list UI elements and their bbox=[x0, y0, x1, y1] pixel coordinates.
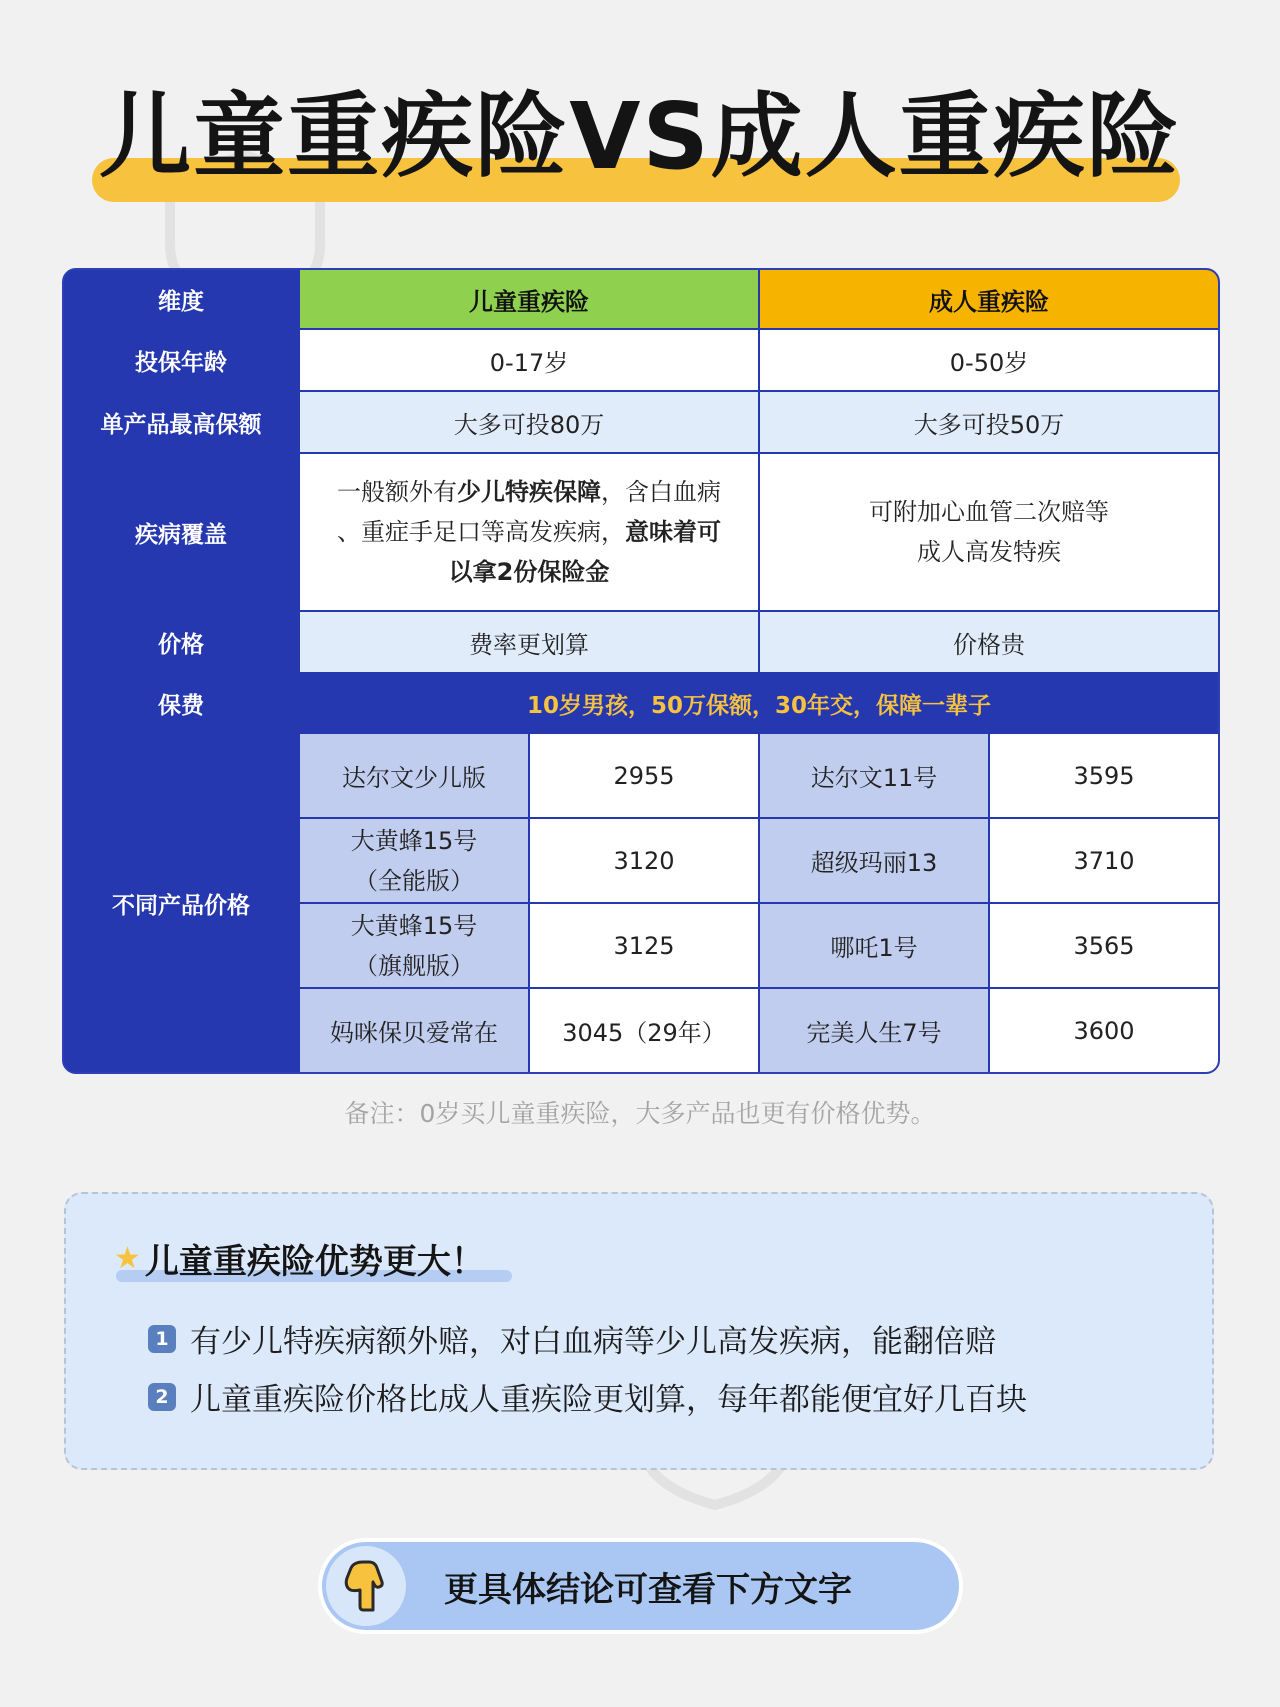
adult-product-name: 超级玛丽13 bbox=[760, 819, 988, 902]
read-more-button[interactable] bbox=[318, 1538, 963, 1634]
row-label-age: 投保年龄 bbox=[64, 330, 298, 390]
adult-product-price: 3595 bbox=[990, 734, 1218, 817]
header-dimension: 维度 bbox=[64, 270, 298, 328]
child-disease-text bbox=[337, 472, 721, 592]
product-name-line: 大黄蜂15号 bbox=[350, 826, 478, 855]
disease-text-part: ，含白血病 bbox=[601, 478, 721, 506]
header-adult: 成人重疾险 bbox=[760, 270, 1218, 328]
comparison-table bbox=[62, 268, 1220, 1074]
adult-disease-line: 成人高发特疾 bbox=[917, 538, 1061, 566]
star-icon: ★ bbox=[114, 1240, 141, 1276]
child-price-level: 费率更划算 bbox=[300, 612, 758, 672]
disease-text-bold: 以拿2份保险金 bbox=[448, 558, 610, 586]
child-product-name: 达尔文少儿版 bbox=[300, 734, 528, 817]
advantages-title bbox=[114, 1238, 485, 1282]
child-product-price: 2955 bbox=[530, 734, 758, 817]
row-label-premium: 保费 bbox=[64, 674, 298, 732]
number-badge-icon: 2 bbox=[148, 1383, 176, 1411]
disease-text-part: 一般额外有 bbox=[337, 478, 457, 506]
advantages-box bbox=[64, 1192, 1214, 1470]
row-label-disease: 疾病覆盖 bbox=[64, 454, 298, 610]
disease-text-bold: 少儿特疾保障 bbox=[457, 478, 601, 506]
child-disease bbox=[300, 454, 758, 610]
child-product-price: 3125 bbox=[530, 904, 758, 987]
adult-price-level: 价格贵 bbox=[760, 612, 1218, 672]
page-title: 儿童重疾险VS成人重疾险 bbox=[99, 83, 1181, 190]
footnote: 备注：0岁买儿童重疾险，大多产品也更有价格优势。 bbox=[344, 1099, 936, 1128]
advantage-item bbox=[148, 1316, 996, 1361]
adult-disease-line: 可附加心血管二次赔等 bbox=[869, 498, 1109, 526]
pointing-down-hand-icon bbox=[326, 1546, 406, 1626]
adult-product-name: 达尔文11号 bbox=[760, 734, 988, 817]
child-age: 0-17岁 bbox=[300, 330, 758, 390]
child-coverage: 大多可投80万 bbox=[300, 392, 758, 452]
adult-product-name: 完美人生7号 bbox=[760, 989, 988, 1072]
child-product-name bbox=[300, 819, 528, 902]
row-label-coverage: 单产品最高保额 bbox=[64, 392, 298, 452]
advantage-text: 儿童重疾险价格比成人重疾险更划算，每年都能便宜好几百块 bbox=[190, 1382, 1027, 1418]
product-name-line: （旗舰版） bbox=[354, 951, 474, 980]
title-block bbox=[0, 70, 1280, 220]
child-product-name bbox=[300, 904, 528, 987]
advantage-item bbox=[148, 1374, 1027, 1419]
disease-text-bold: 意味着可 bbox=[625, 518, 721, 546]
row-label-products: 不同产品价格 bbox=[64, 734, 298, 1072]
child-product-price: 3120 bbox=[530, 819, 758, 902]
disease-text-part: 、重症手足口等高发疾病， bbox=[337, 518, 625, 546]
read-more-text: 更具体结论可查看下方文字 bbox=[444, 1569, 852, 1610]
adult-disease bbox=[760, 454, 1218, 610]
child-product-name: 妈咪保贝爱常在 bbox=[300, 989, 528, 1072]
advantages-title-text: 儿童重疾险优势更大！ bbox=[144, 1241, 485, 1282]
adult-product-price: 3565 bbox=[990, 904, 1218, 987]
premium-condition: 10岁男孩，50万保额，30年交，保障一辈子 bbox=[300, 674, 1218, 732]
child-product-price: 3045（29年） bbox=[530, 989, 758, 1072]
adult-age: 0-50岁 bbox=[760, 330, 1218, 390]
number-badge-icon: 1 bbox=[148, 1325, 176, 1353]
adult-product-price: 3710 bbox=[990, 819, 1218, 902]
product-name-line: 大黄蜂15号 bbox=[350, 911, 478, 940]
adult-coverage: 大多可投50万 bbox=[760, 392, 1218, 452]
row-label-price: 价格 bbox=[64, 612, 298, 672]
advantage-text: 有少儿特疾病额外赔，对白血病等少儿高发疾病，能翻倍赔 bbox=[190, 1324, 996, 1360]
product-name-line: （全能版） bbox=[354, 866, 474, 895]
adult-product-price: 3600 bbox=[990, 989, 1218, 1072]
adult-product-name: 哪吒1号 bbox=[760, 904, 988, 987]
header-child: 儿童重疾险 bbox=[300, 270, 758, 328]
